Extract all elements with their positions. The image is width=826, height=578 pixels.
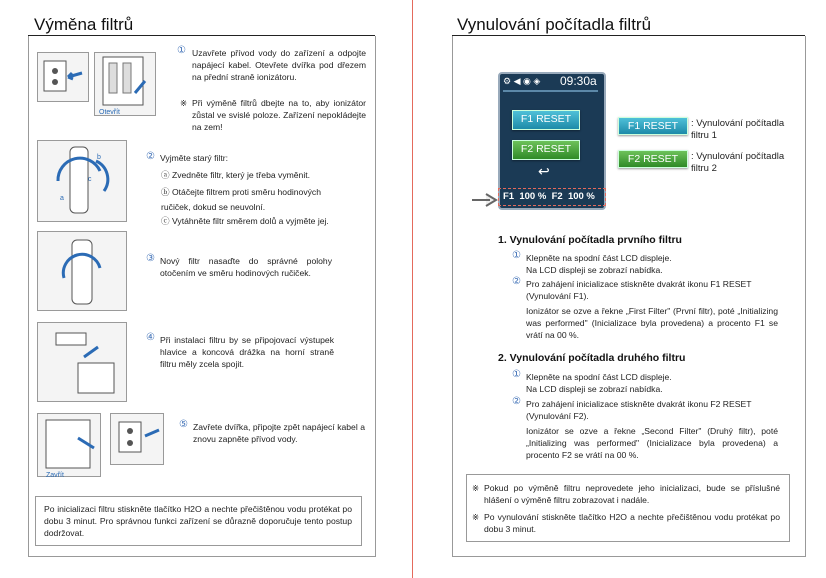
section1-heading: 1. Vynulování počítadla prvního filtru (498, 234, 682, 246)
lcd-time: 09:30a (560, 74, 597, 88)
right-note2-text: Po vynulování stiskněte tlačítko H2O a nechte přečištěnou vodu protékat po dobu 3 minut. (484, 512, 780, 534)
lcd-status-icons (503, 76, 540, 87)
close-door-icon (38, 414, 100, 476)
section1-step2-line2: Ionizátor se ozve a řekne „First Filter" (První filtr), poté „Initializing was performed" (Inicializace byla provedena) a procento F1 se vrátí na 00 %. (526, 306, 778, 340)
section2-step2-line1: Pro zahájení inicializace stiskněte dvakrát ikonu F2 RESET (Vynulování F2). (526, 399, 752, 421)
close-door-image (37, 413, 101, 477)
section2-step1-number: ① (512, 369, 521, 380)
step4-number: ④ (146, 332, 155, 343)
connector-icon (38, 323, 126, 401)
lcd-f1-reset-button[interactable]: F1 RESET (512, 110, 580, 130)
section2-step2-number: ② (512, 396, 521, 407)
section2-step1-line1: Klepněte na spodní část LCD displeje. (526, 372, 672, 382)
step5-text: Zavřete dvířka, připojte zpět napájecí kabel a znovu zapněte přívod vody. (193, 422, 365, 444)
right-note1-text: Pokud po výměně filtru neprovedete jeho inicializaci, bude se příslušné hlášení o výměně filtru zobrazovat i nadále. (484, 483, 780, 505)
section1-step1-line2: Na LCD displeji se zobrazí nabídka. (526, 265, 663, 275)
section2-step1-line2: Na LCD displeji se zobrazí nabídka. (526, 384, 663, 394)
legend-f2-text: : Vynulování počítadla filtru 2 (691, 151, 785, 174)
img-label-a: a (60, 195, 64, 202)
right-page-title: Vynulování počítadla filtrů (457, 15, 652, 34)
step1-note-mark: ※ (180, 98, 188, 108)
unplug-illustration-icon (38, 53, 88, 101)
step2-b: ⓑ Otáčejte filtrem proti směru hodinových ručiček, dokud se neuvolní. (161, 187, 321, 212)
right-note2-mark: ※ (472, 512, 480, 522)
legend-f1-text: : Vynulování počítadla filtru 1 (691, 118, 785, 141)
close-label: Zavřít (46, 472, 64, 479)
step1-text: Uzavřete přívod vody do zařízení a odpojte napájecí kabel. Otevřete dvířka pod dřezem na přední straně ionizátoru. (192, 48, 366, 82)
legend-f2-button: F2 RESET (618, 150, 688, 168)
remove-filter-image (37, 140, 127, 222)
page-separator (412, 0, 413, 578)
plug-in-icon (111, 414, 163, 464)
open-label: Otevřít (99, 109, 121, 116)
plug-in-image (110, 413, 164, 465)
left-bottom-note: Po inicializaci filtru stiskněte tlačítko H2O a nechte přečištěnou vodu protékat po dobu 3 minut. Pro správnou funkci zařízení se důrazně doporučuje tento postup dodržovat. (44, 504, 352, 538)
filter-insert-icon (38, 232, 126, 310)
step3-text: Nový filtr nasaďte do správné polohy otočením ve směru hodinových ručiček. (160, 256, 332, 278)
lock-icon: ◉ (523, 76, 531, 86)
water-icon: ◈ (533, 76, 541, 86)
section2-step2-line2: Ionizátor se ozve a řekne „Second Filter" (Druhý filtr), poté „Initializing was performed" (Inicializace byla provedena) a procento F2 se vrátí na 00 %. (526, 426, 778, 460)
lcd-back-icon[interactable]: ↩ (538, 163, 550, 179)
legend-f1-button: F1 RESET (618, 117, 688, 135)
step4-text: Při instalaci filtru by se připojovací výstupek hlavice a koncová drážka na horní straně filtru měly zcela spojit. (160, 335, 334, 369)
tap-hand-icon (470, 188, 502, 217)
hand-pointer-icon (470, 188, 502, 212)
cabinet-door-icon (95, 53, 155, 115)
filter-rotate-icon (38, 141, 126, 221)
power-socket-image (37, 52, 89, 102)
step1-note: Při výměně filtrů dbejte na to, aby ionizátor zůstal ve svislé poloze. Zařízení nepokládejte na zem! (192, 98, 366, 132)
step2-c: ⓒ Vytáhněte filtr směrem dolů a vyjměte jej. (161, 216, 329, 226)
section1-step2-number: ② (512, 276, 521, 287)
section1-step2-line1: Pro zahájení inicializace stiskněte dvakrát ikonu F1 RESET (Vynulování F1). (526, 279, 752, 301)
step2-a: ⓐ Zvedněte filtr, který je třeba vyměnit. (161, 170, 311, 180)
step5-number: ⑤ (179, 419, 188, 430)
step2-number: ② (146, 151, 155, 162)
img-label-c: c (88, 176, 92, 183)
filter-connection-image (37, 322, 127, 402)
step1-number: ① (177, 45, 186, 56)
step2-text: Vyjměte starý filtr: (160, 153, 228, 163)
section1-step1-number: ① (512, 250, 521, 261)
left-page-title: Výměna filtrů (34, 15, 134, 34)
lcd-divider (503, 90, 598, 92)
img-label-b: b (97, 154, 101, 161)
open-door-image (94, 52, 156, 116)
step3-number: ③ (146, 253, 155, 264)
lcd-filter-status: F1 100 % F2 100 % (503, 191, 595, 202)
volume-icon: ◀ (513, 76, 521, 86)
lcd-f2-reset-button[interactable]: F2 RESET (512, 140, 580, 160)
new-filter-image (37, 231, 127, 311)
section1-step1-line1: Klepněte na spodní část LCD displeje. (526, 253, 672, 263)
right-note1-mark: ※ (472, 483, 480, 493)
gear-icon: ⚙ (503, 76, 512, 86)
section2-heading: 2. Vynulování počítadla druhého filtru (498, 352, 686, 364)
